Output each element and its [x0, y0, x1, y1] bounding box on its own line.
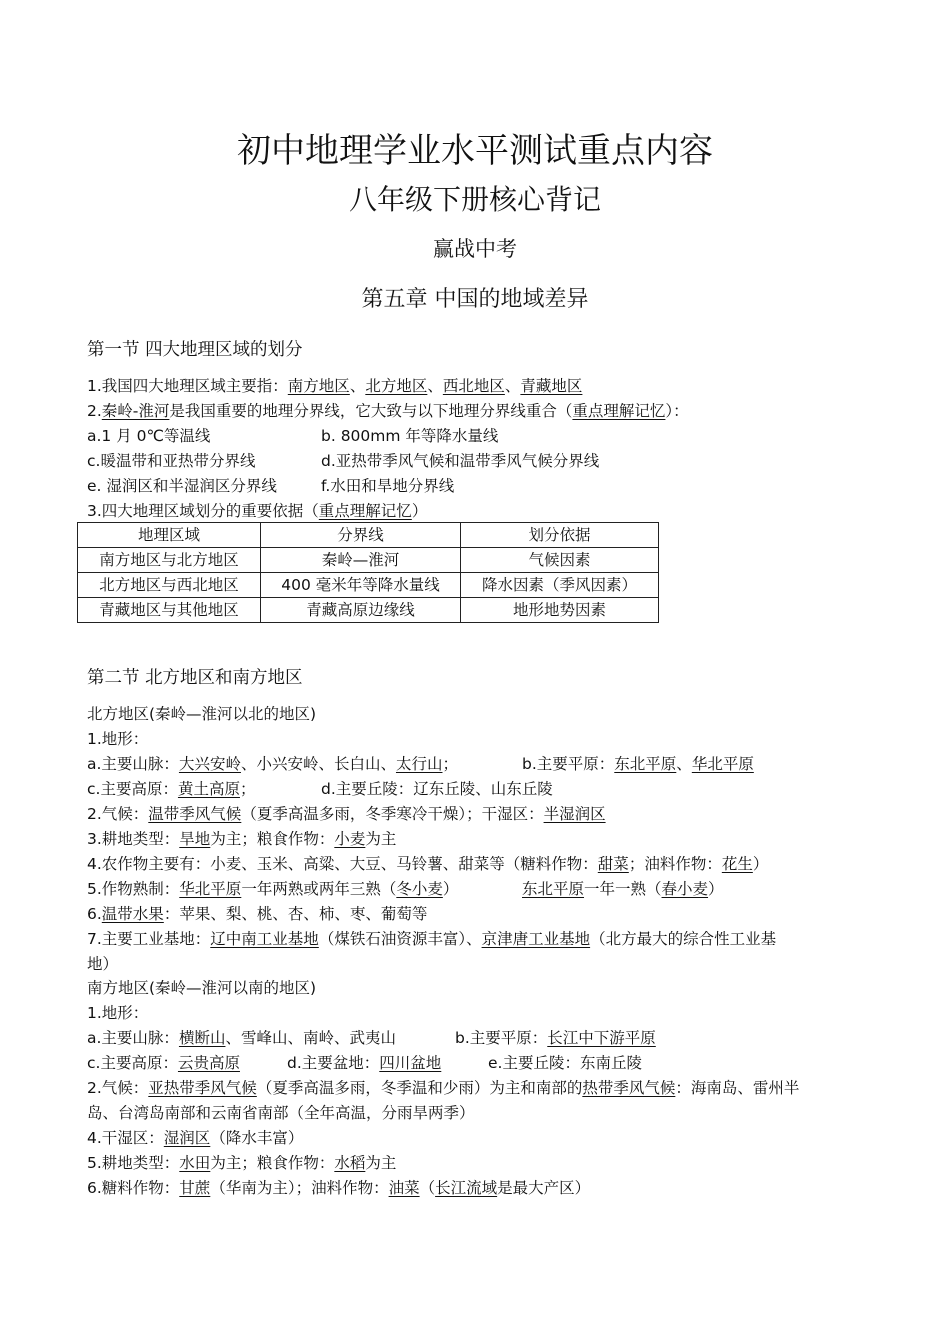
text-line: 3.四大地理区域划分的重要依据（重点理解记忆） [87, 502, 428, 520]
table-row [78, 548, 659, 573]
text-line: 6.温带水果：苹果、梨、桃、杏、柿、枣、葡萄等 [87, 905, 428, 923]
table-cell: 秦岭—淮河 [261, 548, 461, 573]
text-line: 东北平原一年一熟（春小麦） [522, 880, 724, 898]
text-line: 地） [87, 955, 119, 973]
table-cell: 地形地势因素 [461, 598, 659, 623]
text-line: 5.耕地类型：水田为主；粮食作物：水稻为主 [87, 1154, 397, 1172]
text-line: 1.地形： [87, 1004, 149, 1022]
subtitle: 八年级下册核心背记 [348, 183, 601, 216]
text-line: 2.秦岭-淮河是我国重要的地理分界线，它大致与以下地理分界线重合（重点理解记忆）： [87, 402, 689, 420]
text-line: 2.气候：温带季风气候（夏季高温多雨，冬季寒冷干燥）；干湿区：半湿润区 [87, 805, 606, 823]
section-heading: 第二节 北方地区和南方地区 [87, 668, 303, 688]
text-line: c.主要高原：云贵高原 [87, 1054, 240, 1072]
text-line: 2.气候：亚热带季风气候（夏季高温多雨，冬季温和少雨）为主和南部的热带季风气候：海南岛、雷州半 [87, 1079, 800, 1097]
region-division-table [77, 522, 659, 623]
table-header-row [78, 523, 659, 548]
text-line: 北方地区(秦岭—淮河以北的地区) [87, 705, 317, 723]
text-line: c.主要高原：黄土高原； [87, 780, 256, 798]
section-heading: 第一节 四大地理区域的划分 [87, 340, 303, 360]
text-line: b. 800mm 年等降水量线 [321, 427, 499, 445]
table-cell: 青藏地区与其他地区 [78, 598, 261, 623]
table-header-cell: 地理区域 [78, 523, 261, 548]
table-cell: 气候因素 [461, 548, 659, 573]
table-cell: 400 毫米年等降水量线 [261, 573, 461, 598]
table-cell: 北方地区与西北地区 [78, 573, 261, 598]
text-line: 1.我国四大地理区域主要指：南方地区、北方地区、西北地区、青藏地区 [87, 377, 583, 395]
table-row [78, 573, 659, 598]
text-line: 6.糖料作物：甘蔗（华南为主）；油料作物：油菜（长江流域是最大产区） [87, 1179, 591, 1197]
table-row [78, 598, 659, 623]
text-line: 4.干湿区：湿润区（降水丰富） [87, 1129, 304, 1147]
text-line: b.主要平原：长江中下游平原 [455, 1029, 656, 1047]
text-line: a.主要山脉：横断山、雪峰山、南岭、武夷山 [87, 1029, 396, 1047]
text-line: f.水田和旱地分界线 [321, 477, 455, 495]
text-line: 7.主要工业基地：辽中南工业基地（煤铁石油资源丰富）、京津唐工业基地（北方最大的综合性工业基 [87, 930, 777, 948]
table-cell: 青藏高原边缘线 [261, 598, 461, 623]
text-line: 4.农作物主要有：小麦、玉米、高粱、大豆、马铃薯、甜菜等（糖料作物：甜菜；油料作物：花生） [87, 855, 769, 873]
tagline: 赢战中考 [433, 237, 517, 261]
text-line: 3.耕地类型：旱地为主；粮食作物：小麦为主 [87, 830, 397, 848]
text-line: e.主要丘陵：东南丘陵 [488, 1054, 642, 1072]
text-line: 1.地形： [87, 730, 149, 748]
text-line: d.主要丘陵：辽东丘陵、山东丘陵 [321, 780, 553, 798]
text-line: a.1 月 0℃等温线 [87, 427, 211, 445]
text-line: b.主要平原：东北平原、华北平原 [522, 755, 754, 773]
main-title: 初中地理学业水平测试重点内容 [237, 131, 713, 171]
text-line: d.亚热带季风气候和温带季风气候分界线 [321, 452, 600, 470]
text-line: d.主要盆地：四川盆地 [287, 1054, 442, 1072]
text-line: c.暖温带和亚热带分界线 [87, 452, 256, 470]
table-header-cell: 分界线 [261, 523, 461, 548]
table-header-cell: 划分依据 [461, 523, 659, 548]
text-line: a.主要山脉：大兴安岭、小兴安岭、长白山、太行山； [87, 755, 458, 773]
table-cell: 降水因素（季风因素） [461, 573, 659, 598]
text-line: e. 湿润区和半湿润区分界线 [87, 477, 277, 495]
text-line: 5.作物熟制：华北平原一年两熟或两年三熟（冬小麦） [87, 880, 459, 898]
chapter-title: 第五章 中国的地域差异 [361, 287, 589, 312]
text-line: 南方地区(秦岭—淮河以南的地区) [87, 979, 317, 997]
text-line: 岛、台湾岛南部和云南省南部（全年高温，分雨旱两季） [87, 1104, 475, 1122]
table-cell: 南方地区与北方地区 [78, 548, 261, 573]
